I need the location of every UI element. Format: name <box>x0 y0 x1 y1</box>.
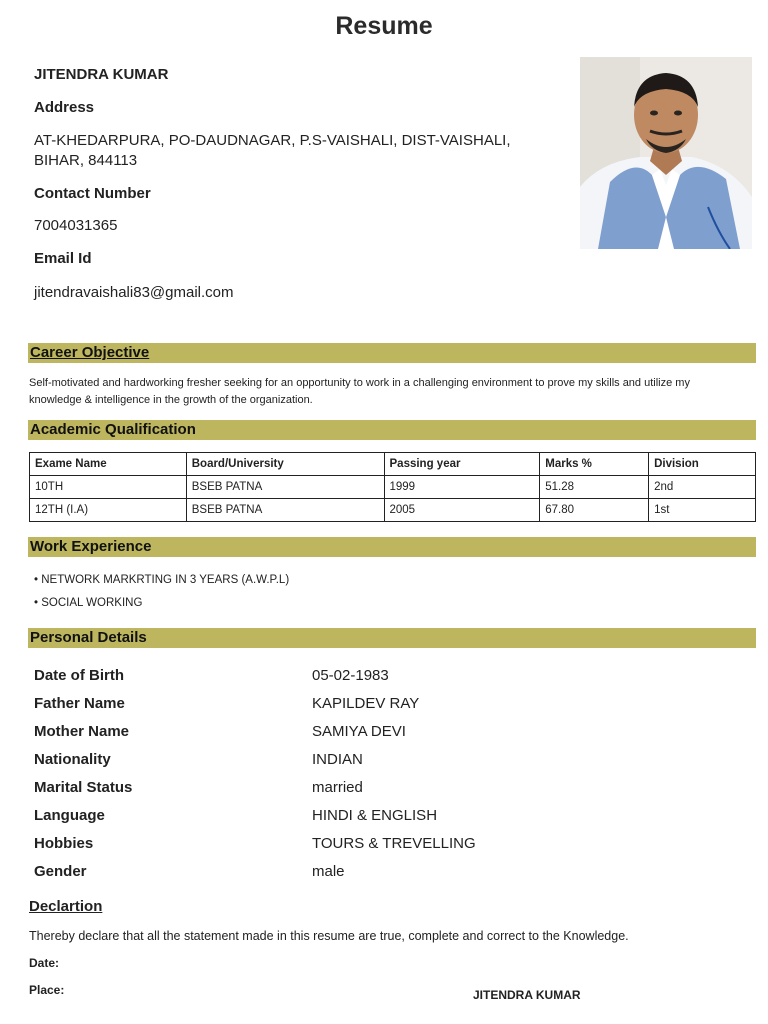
col-passing-year: Passing year <box>384 453 540 476</box>
career-objective-line-2: knowledge & intelligence in the growth of the organization. <box>29 394 313 406</box>
cell-exam-name: 12TH (I.A) <box>30 499 187 522</box>
address-label: Address <box>34 99 95 116</box>
table-row <box>30 476 756 499</box>
career-objective-line-1: Self-motivated and hardworking fresher seeking for an opportunity to work in a challenging environment to prove my skills and utilize my <box>29 377 690 389</box>
academic-table-header-row <box>30 453 756 476</box>
cell-division: 2nd <box>649 476 756 499</box>
career-objective-text <box>29 375 754 409</box>
contact-number-label: Contact Number <box>34 185 151 202</box>
nationality-value: INDIAN <box>312 751 363 768</box>
gender-value: male <box>312 863 345 880</box>
cell-exam-name: 10TH <box>30 476 187 499</box>
col-exam-name: Exame Name <box>30 453 187 476</box>
cell-marks: 51.28 <box>540 476 649 499</box>
father-name-value: KAPILDEV RAY <box>312 695 420 712</box>
col-marks: Marks % <box>540 453 649 476</box>
signature-name: JITENDRA KUMAR <box>473 988 581 1002</box>
academic-qualification-title: Academic Qualification <box>30 421 196 438</box>
col-board-university: Board/University <box>186 453 384 476</box>
work-experience-header <box>28 537 756 557</box>
career-objective-header <box>28 343 756 363</box>
hobbies-label: Hobbies <box>34 835 94 852</box>
table-row <box>30 499 756 522</box>
academic-qualification-header <box>28 420 756 440</box>
personal-details-header <box>28 628 756 648</box>
cell-marks: 67.80 <box>540 499 649 522</box>
date-label: Date: <box>29 956 60 970</box>
declaration-heading: Declartion <box>29 898 103 915</box>
email-label: Email Id <box>34 250 92 267</box>
profile-photo <box>580 57 752 249</box>
language-label: Language <box>34 807 105 824</box>
address-line-2: BIHAR, 844113 <box>34 152 138 169</box>
personal-details-title: Personal Details <box>30 629 147 646</box>
marital-status-label: Marital Status <box>34 779 133 796</box>
cell-year: 2005 <box>384 499 540 522</box>
place-label: Place: <box>29 983 65 997</box>
language-value: HINDI & ENGLISH <box>312 807 438 824</box>
address-line-1: AT-KHEDARPURA, PO-DAUDNAGAR, P.S-VAISHALI, DIST-VAISHALI, <box>34 132 511 149</box>
col-division: Division <box>649 453 756 476</box>
declaration-text: Thereby declare that all the statement made in this resume are true, complete and correct to the Knowledge. <box>29 929 629 943</box>
cell-division: 1st <box>649 499 756 522</box>
dob-value: 05-02-1983 <box>312 667 389 684</box>
list-item: • NETWORK MARKRTING IN 3 YEARS (A.W.P.L) <box>34 574 290 586</box>
list-item: • SOCIAL WORKING <box>34 597 143 609</box>
career-objective-title: Career Objective <box>30 344 150 361</box>
profile-photo-image <box>580 57 752 249</box>
cell-year: 1999 <box>384 476 540 499</box>
mother-name-value: SAMIYA DEVI <box>312 723 406 740</box>
email-address: jitendravaishali83@gmail.com <box>34 284 234 301</box>
father-name-label: Father Name <box>34 695 125 712</box>
mother-name-label: Mother Name <box>34 723 130 740</box>
work-experience-title: Work Experience <box>30 538 152 555</box>
marital-status-value: married <box>312 779 363 796</box>
page-title: Resume <box>335 12 433 40</box>
cell-board: BSEB PATNA <box>186 476 384 499</box>
dob-label: Date of Birth <box>34 667 124 684</box>
academic-table <box>29 452 756 522</box>
candidate-name: JITENDRA KUMAR <box>34 66 169 83</box>
gender-label: Gender <box>34 863 87 880</box>
contact-number: 7004031365 <box>34 217 118 234</box>
hobbies-value: TOURS & TREVELLING <box>312 835 476 852</box>
cell-board: BSEB PATNA <box>186 499 384 522</box>
nationality-label: Nationality <box>34 751 111 768</box>
